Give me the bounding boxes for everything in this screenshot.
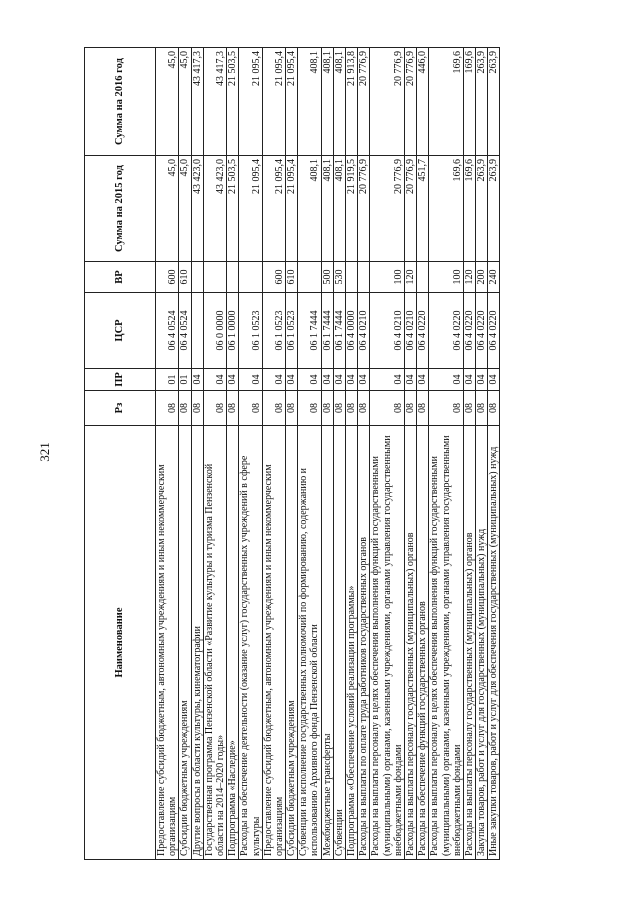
cell-sum2015: 45,0 [179,156,191,262]
cell-csr: 06 1 0523 [286,293,298,369]
cell-csr: 06 4 0220 [429,293,464,369]
cell-sum2016: 43 417,3 [203,48,226,156]
cell-sum2015: 21 503,5 [227,156,239,262]
cell-name: Расходы на выплаты персоналу в целях обеспечения выполнения функций государственными (муниципальными) органами, казенными учреждениями, органами управления государственными внебюджетными фондами [370,426,405,860]
cell-vr [358,262,370,293]
cell-pr: 04 [476,369,488,391]
cell-vr [417,262,429,293]
cell-rz: 08 [298,391,321,426]
table-row [203,48,226,860]
cell-pr: 04 [358,369,370,391]
table-row [358,48,370,860]
cell-sum2015: 263,9 [476,156,488,262]
cell-vr: 100 [370,262,405,293]
cell-name: Расходы на выплаты по оплате труда работников государственных органов [358,426,370,860]
cell-vr [227,262,239,293]
cell-sum2015: 408,1 [298,156,321,262]
cell-vr: 610 [179,262,191,293]
table-row [179,48,191,860]
cell-sum2016: 263,9 [476,48,488,156]
cell-csr: 06 0 0000 [203,293,226,369]
header-csr: ЦСР [85,293,156,369]
cell-rz: 08 [370,391,405,426]
table-row [227,48,239,860]
cell-sum2016: 263,9 [488,48,500,156]
table-row [488,48,500,860]
cell-pr: 04 [298,369,321,391]
page-number: 321 [37,442,52,462]
cell-name: Субвенции на исполнение государственных полномочий по формированию, содержанию и использованию Архивного фонда Пензенской области [298,426,321,860]
cell-vr: 530 [333,262,345,293]
cell-rz: 08 [191,391,203,426]
cell-sum2015: 21 919,5 [346,156,358,262]
header-vr: ВР [85,262,156,293]
table-row [286,48,298,860]
table-row [429,48,464,860]
cell-sum2015: 45,0 [156,156,179,262]
table-row [156,48,179,860]
cell-csr: 06 4 0524 [156,293,179,369]
cell-sum2016: 45,0 [156,48,179,156]
cell-vr: 200 [476,262,488,293]
cell-rz: 08 [227,391,239,426]
cell-pr: 04 [346,369,358,391]
cell-vr: 100 [429,262,464,293]
cell-vr [203,262,226,293]
table-row [417,48,429,860]
header-rz: Рз [85,391,156,426]
cell-csr: 06 1 0523 [239,293,262,369]
cell-vr: 120 [463,262,475,293]
cell-vr: 610 [286,262,298,293]
cell-vr: 120 [404,262,416,293]
cell-name: Расходы на выплаты персоналу государственных (муниципальных) органов [404,426,416,860]
cell-vr [298,262,321,293]
header-sum-2015: Сумма на 2015 год [85,156,156,262]
cell-rz: 08 [358,391,370,426]
cell-vr [191,262,203,293]
cell-rz: 08 [321,391,333,426]
cell-csr: 06 4 0220 [417,293,429,369]
cell-pr: 04 [488,369,500,391]
table-row [239,48,262,860]
cell-csr: 06 4 0524 [179,293,191,369]
table-row [346,48,358,860]
cell-pr: 04 [203,369,226,391]
cell-sum2015: 263,9 [488,156,500,262]
cell-csr: 06 1 0523 [262,293,285,369]
table-body [156,48,500,860]
cell-name: Расходы на выплаты персоналу в целях обеспечения выполнения функций государственными (муниципальными) органами, казенными учреждениями, органами управления государственными внебюджетными фондами [429,426,464,860]
cell-csr: 06 1 7444 [333,293,345,369]
cell-csr: 06 4 0210 [358,293,370,369]
cell-csr: 06 4 0220 [463,293,475,369]
table-row [476,48,488,860]
cell-name: Субвенции [333,426,345,860]
cell-sum2015: 169,6 [463,156,475,262]
cell-name: Субсидии бюджетным учреждениям [179,426,191,860]
cell-sum2016: 21 095,4 [286,48,298,156]
cell-pr: 04 [417,369,429,391]
cell-name: Предоставление субсидий бюджетным, автономным учреждениям и иным некоммерческим организациям [156,426,179,860]
cell-vr: 600 [262,262,285,293]
cell-pr: 04 [262,369,285,391]
cell-sum2015: 21 095,4 [239,156,262,262]
cell-pr: 04 [333,369,345,391]
header-name: Наименование [85,426,156,860]
cell-vr: 240 [488,262,500,293]
cell-sum2015: 408,1 [333,156,345,262]
table-row [404,48,416,860]
cell-sum2016: 408,1 [298,48,321,156]
cell-rz: 08 [262,391,285,426]
cell-sum2015: 21 095,4 [262,156,285,262]
table-row [262,48,285,860]
cell-rz: 08 [239,391,262,426]
cell-pr: 04 [463,369,475,391]
cell-sum2016: 169,6 [463,48,475,156]
cell-sum2016: 408,1 [321,48,333,156]
cell-rz: 08 [429,391,464,426]
cell-name: Расходы на выплаты персоналу государственных (муниципальных) органов [463,426,475,860]
budget-table [84,47,500,860]
cell-pr: 01 [179,369,191,391]
cell-name: Предоставление субсидий бюджетным, автономным учреждениям и иным некоммерческим организациям [262,426,285,860]
cell-rz: 08 [203,391,226,426]
cell-name: Расходы на обеспечение деятельности (оказание услуг) государственных учреждений в сфере культуры [239,426,262,860]
cell-rz: 08 [417,391,429,426]
cell-name: Другие вопросы в области культуры, кинематографии [191,426,203,860]
cell-vr: 500 [321,262,333,293]
cell-pr: 04 [286,369,298,391]
table-row [321,48,333,860]
table-row [191,48,203,860]
cell-sum2016: 169,6 [429,48,464,156]
table-row [463,48,475,860]
cell-rz: 08 [476,391,488,426]
cell-sum2015: 43 423,0 [203,156,226,262]
cell-csr: 06 1 0000 [227,293,239,369]
cell-sum2015: 451,7 [417,156,429,262]
cell-sum2016: 20 776,9 [358,48,370,156]
cell-vr: 600 [156,262,179,293]
cell-name: Закупка товаров, работ и услуг для государственных (муниципальных) нужд [476,426,488,860]
cell-csr [191,293,203,369]
cell-rz: 08 [488,391,500,426]
cell-rz: 08 [179,391,191,426]
cell-name: Расходы на обеспечение функций государственных органов [417,426,429,860]
cell-pr: 04 [370,369,405,391]
cell-rz: 08 [404,391,416,426]
table-header [85,48,156,860]
cell-name: Подпрограмма «Наследие» [227,426,239,860]
cell-csr: 06 4 0220 [476,293,488,369]
cell-csr: 06 4 0210 [404,293,416,369]
cell-name: Иные закупки товаров, работ и услуг для обеспечения государственных (муниципальных) нужд [488,426,500,860]
cell-pr: 01 [156,369,179,391]
cell-sum2016: 45,0 [179,48,191,156]
cell-rz: 08 [346,391,358,426]
cell-rz: 08 [286,391,298,426]
cell-sum2016: 20 776,9 [404,48,416,156]
cell-name: Субсидии бюджетным учреждениям [286,426,298,860]
cell-pr: 04 [429,369,464,391]
table-row [333,48,345,860]
cell-rz: 08 [463,391,475,426]
cell-pr: 04 [191,369,203,391]
cell-sum2016: 20 776,9 [370,48,405,156]
cell-vr [346,262,358,293]
table-row [298,48,321,860]
cell-sum2015: 169,6 [429,156,464,262]
cell-csr: 06 4 0000 [346,293,358,369]
cell-csr: 06 4 0220 [488,293,500,369]
cell-sum2016: 21 095,4 [239,48,262,156]
table-row [370,48,405,860]
cell-csr: 06 1 7444 [321,293,333,369]
cell-csr: 06 1 7444 [298,293,321,369]
cell-sum2015: 43 423,0 [191,156,203,262]
cell-vr [239,262,262,293]
cell-pr: 04 [239,369,262,391]
cell-sum2016: 21 913,8 [346,48,358,156]
header-pr: ПР [85,369,156,391]
cell-sum2015: 20 776,9 [370,156,405,262]
cell-csr: 06 4 0210 [370,293,405,369]
cell-sum2016: 408,1 [333,48,345,156]
cell-sum2016: 21 503,5 [227,48,239,156]
cell-sum2015: 20 776,9 [404,156,416,262]
cell-sum2015: 20 776,9 [358,156,370,262]
cell-name: Подпрограмма «Обеспечение условий реализации программы» [346,426,358,860]
cell-pr: 04 [404,369,416,391]
cell-sum2016: 446,0 [417,48,429,156]
cell-sum2016: 43 417,3 [191,48,203,156]
cell-name: Межбюджетные трансферты [321,426,333,860]
header-sum-2016: Сумма на 2016 год [85,48,156,156]
rotated-page [84,48,576,860]
cell-sum2015: 408,1 [321,156,333,262]
cell-sum2015: 21 095,4 [286,156,298,262]
cell-name: Государственная программа Пензенской области «Развитие культуры и туризма Пензенской области на 2014–2020 годы» [203,426,226,860]
cell-pr: 04 [227,369,239,391]
cell-rz: 08 [333,391,345,426]
cell-rz: 08 [156,391,179,426]
cell-sum2016: 21 095,4 [262,48,285,156]
cell-pr: 04 [321,369,333,391]
